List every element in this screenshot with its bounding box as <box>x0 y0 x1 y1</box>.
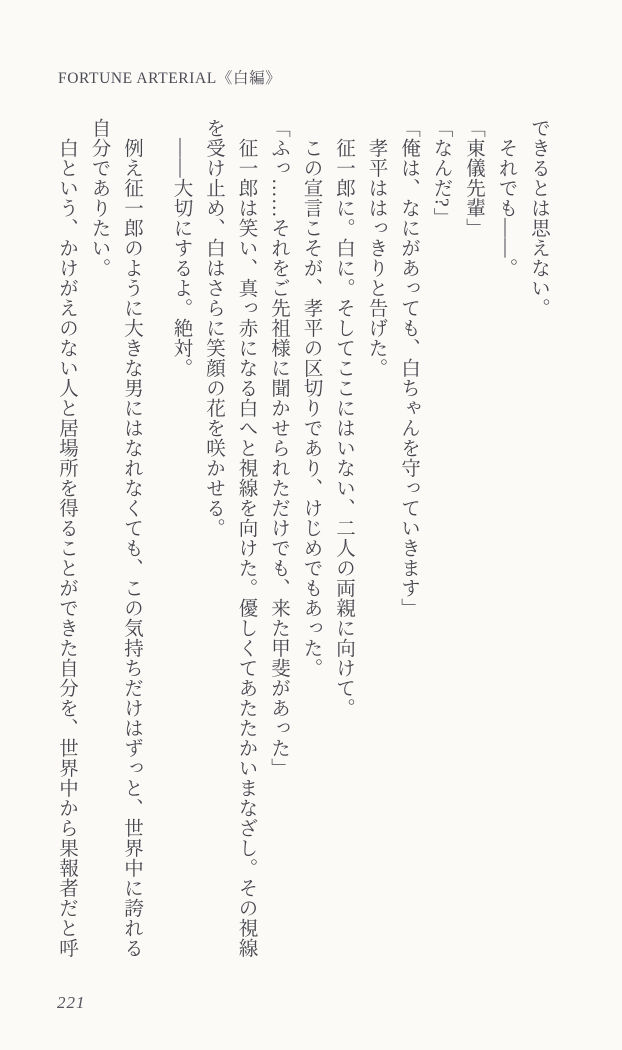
text-column: 征一郎に。白に。そしてここにはいない、二人の両親に向けて。 <box>333 137 354 718</box>
text-column: 征一郎は笑い、真っ赤になる白へと視線を向けた。優しくてあたたかいまなざし。その視線 <box>235 137 257 958</box>
text-column: を受け止め、白はさらに笑顔の花を咲かせる。 <box>203 118 224 538</box>
text-column: ――大切にするよ。絶対。 <box>170 137 192 378</box>
text-column: できるとは思えない。 <box>528 118 549 318</box>
text-area <box>56 118 549 958</box>
text-column: 「俺は、なにがあっても、白ちゃんを守っていきます」 <box>398 118 419 618</box>
text-column: 「ふっ……それをご先祖様に聞かせられただけでも、来た甲斐があった」 <box>268 118 289 778</box>
page-number: 221 <box>57 993 86 1012</box>
text-column: 白という、かけがえのない人と居場所を得ることができた自分を、世界中から果報者だと呼 <box>56 137 77 958</box>
text-column: この宣言こそが、孝平の区切りであり、けじめでもあった。 <box>300 137 322 678</box>
running-header: FORTUNE ARTERIAL《白編》 <box>58 70 282 87</box>
text-column: 「東儀先輩」 <box>463 118 484 238</box>
text-column: それでも――。 <box>495 137 517 278</box>
text-column: 孝平ははっきりと告げた。 <box>365 137 387 378</box>
text-column: 自分でありたい。 <box>88 118 110 278</box>
text-column: 「なんだ?」 <box>430 118 452 228</box>
text-column: 例え征一郎のように大きな男にはなれなくても、この気持ちだけはずっと、世界中に誇れる <box>121 137 142 958</box>
